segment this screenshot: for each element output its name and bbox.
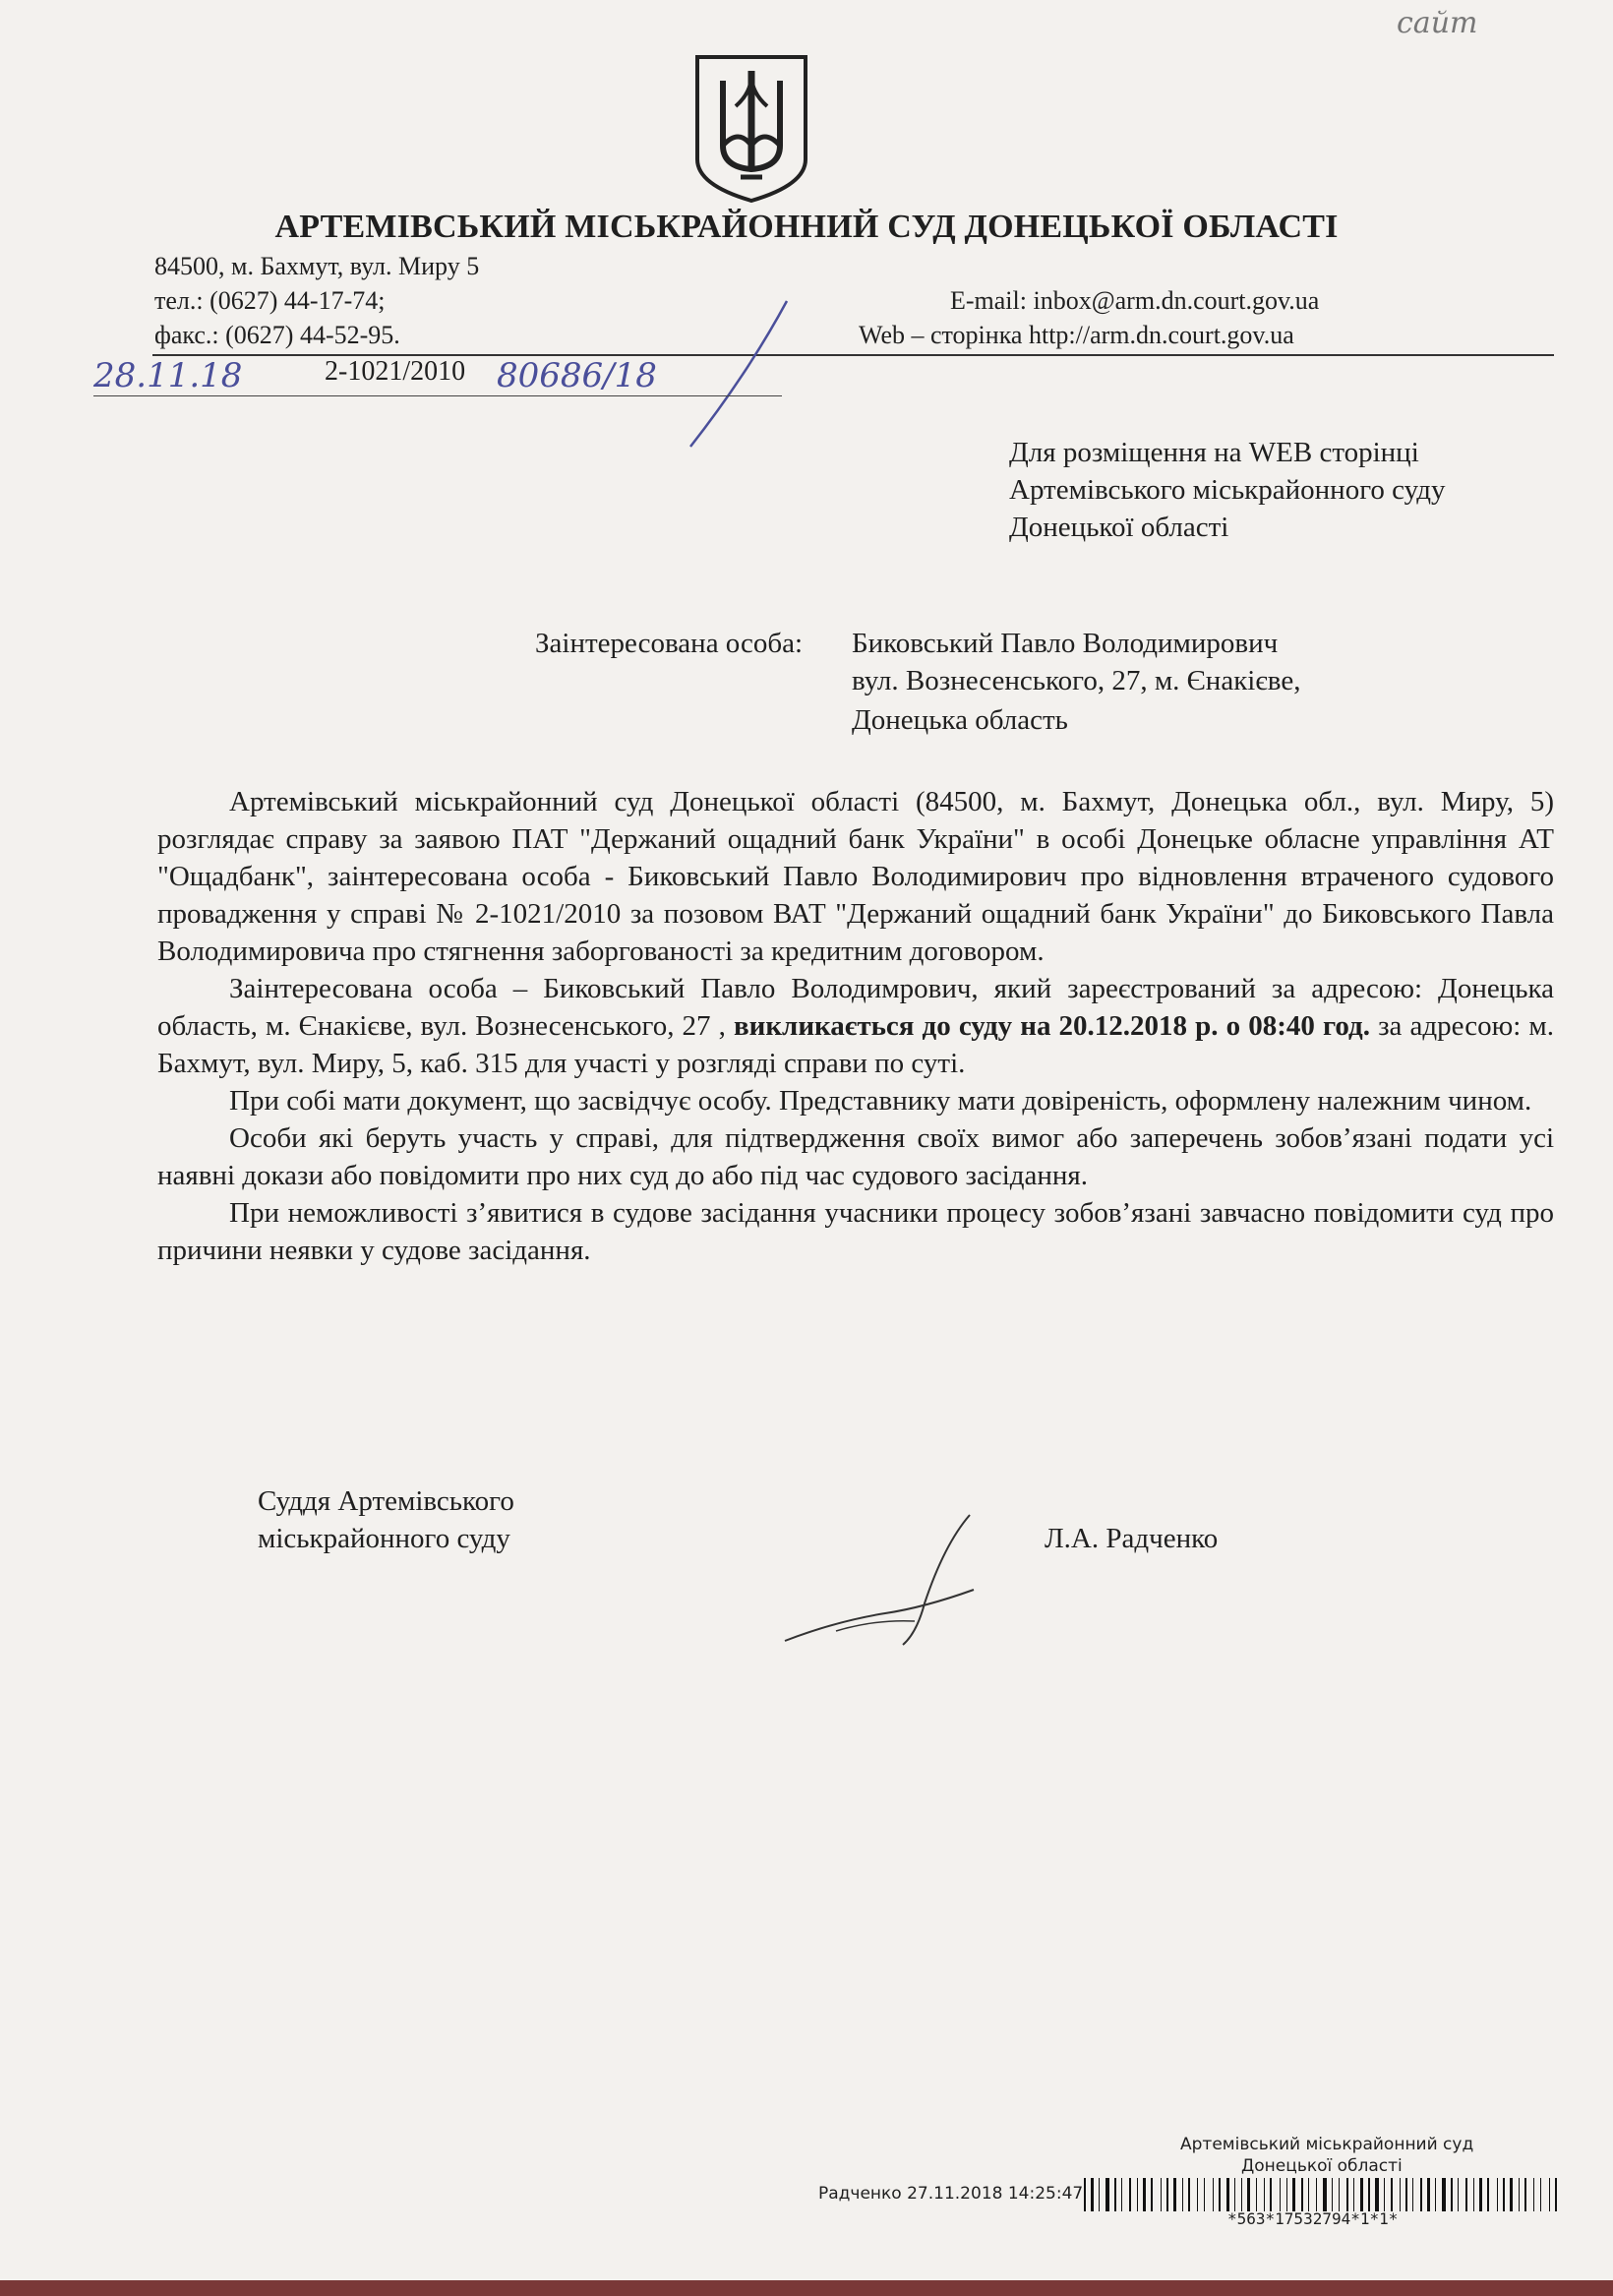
judge-title-line-2: міськрайонного суду <box>258 1523 510 1554</box>
court-phone: тел.: (0627) 44-17-74; <box>154 286 386 315</box>
body-paragraph-1: Артемівський міськрайонний суд Донецької області (84500, м. Бахмут, Донецька обл., вул. Миру, 5) розглядає справу за заявою ПАТ "Держаний ощадний банк України" в особі Донецьке обласне управління АТ "Ощадбанк", заінтересована особа - Биковський Павло Володимирович про відновлення втраченого судового провадження у справі № 2-1021/2010 за позовом ВАТ "Держаний ощадний банк України" до Биковського Павла Володимировича про стягнення заборгованості за кредитним договором. <box>157 786 1554 967</box>
registration-underline <box>93 395 782 396</box>
body-paragraph-4: Особи які беруть участь у справі, для підтвердження своїх вимог або заперечень зобов’язані подати усі наявні докази або повідомити про них суд до або під час судового засідання. <box>157 1122 1554 1191</box>
party-label: Заінтересована особа: <box>535 628 804 659</box>
corner-handwritten-note: сайт <box>1397 6 1478 40</box>
registration-date: 28.11.18 <box>93 356 243 395</box>
stamp-author-timestamp: Радченко 27.11.2018 14:25:47 <box>818 2184 1084 2204</box>
scan-edge-band <box>0 2280 1613 2296</box>
body-paragraph-2 <box>157 970 1554 1082</box>
recipient-line-2: Артемівського міськрайонного суду <box>1009 474 1446 506</box>
court-website: Web – сторінка http://arm.dn.court.gov.ua <box>859 321 1294 349</box>
trident-emblem-icon <box>691 51 811 205</box>
handwritten-signature-icon <box>777 1505 993 1653</box>
outgoing-number: 80686/18 <box>497 356 657 395</box>
court-title: АРТЕМІВСЬКИЙ МІСЬКРАЙОННИЙ СУД ДОНЕЦЬКОЇ ОБЛАСТІ <box>274 209 1339 245</box>
stamp-court-region: Донецької області <box>1241 2156 1403 2176</box>
court-address: 84500, м. Бахмут, вул. Миру 5 <box>154 252 480 280</box>
handwritten-slash-mark <box>679 295 797 453</box>
stamp-court-name: Артемівський міськрайонний суд <box>1180 2135 1474 2154</box>
party-address-line-1: вул. Вознесенського, 27, м. Єнакієве, <box>852 665 1301 696</box>
court-fax: факс.: (0627) 44-52-95. <box>154 321 400 349</box>
summons-date-time: викликається до суду на 20.12.2018 р. о 08:40 год. <box>733 1010 1370 1042</box>
case-number: 2-1021/2010 <box>325 356 466 387</box>
summons-location-text: за адресою: м. Бахмут, вул. Миру, 5, каб. 315 для участі у розгляді справи по суті. <box>157 1010 1554 1079</box>
judge-title-line-1: Суддя Артемівського <box>258 1485 514 1517</box>
court-email: E-mail: inbox@arm.dn.court.gov.ua <box>950 286 1320 315</box>
judge-name: Л.А. Радченко <box>1045 1523 1219 1554</box>
party-address-line-2: Донецька область <box>852 704 1068 736</box>
recipient-line-1: Для розміщення на WEB сторінці <box>1009 437 1419 468</box>
letter-body <box>157 783 1554 1269</box>
summons-address-text: Заінтересована особа – Биковський Павло Володимрович, який зареєстрований за адресою: Донецька область, м. Єнакієве, вул. Вознесенського, 27 , <box>157 973 1554 1042</box>
party-name: Биковський Павло Володимирович <box>852 628 1279 659</box>
body-paragraph-3: При собі мати документ, що засвідчує особу. Представнику мати довіреність, оформлену належним чином. <box>229 1085 1532 1117</box>
recipient-line-3: Донецької області <box>1009 512 1229 543</box>
barcode-icon <box>1082 2178 1560 2211</box>
barcode-number: *563*17532794*1*1* <box>1227 2209 1399 2228</box>
body-paragraph-5: При неможливості з’явитися в судове засідання учасники процесу зобов’язані завчасно повідомити суд про причини неявки у судове засідання. <box>157 1197 1554 1266</box>
